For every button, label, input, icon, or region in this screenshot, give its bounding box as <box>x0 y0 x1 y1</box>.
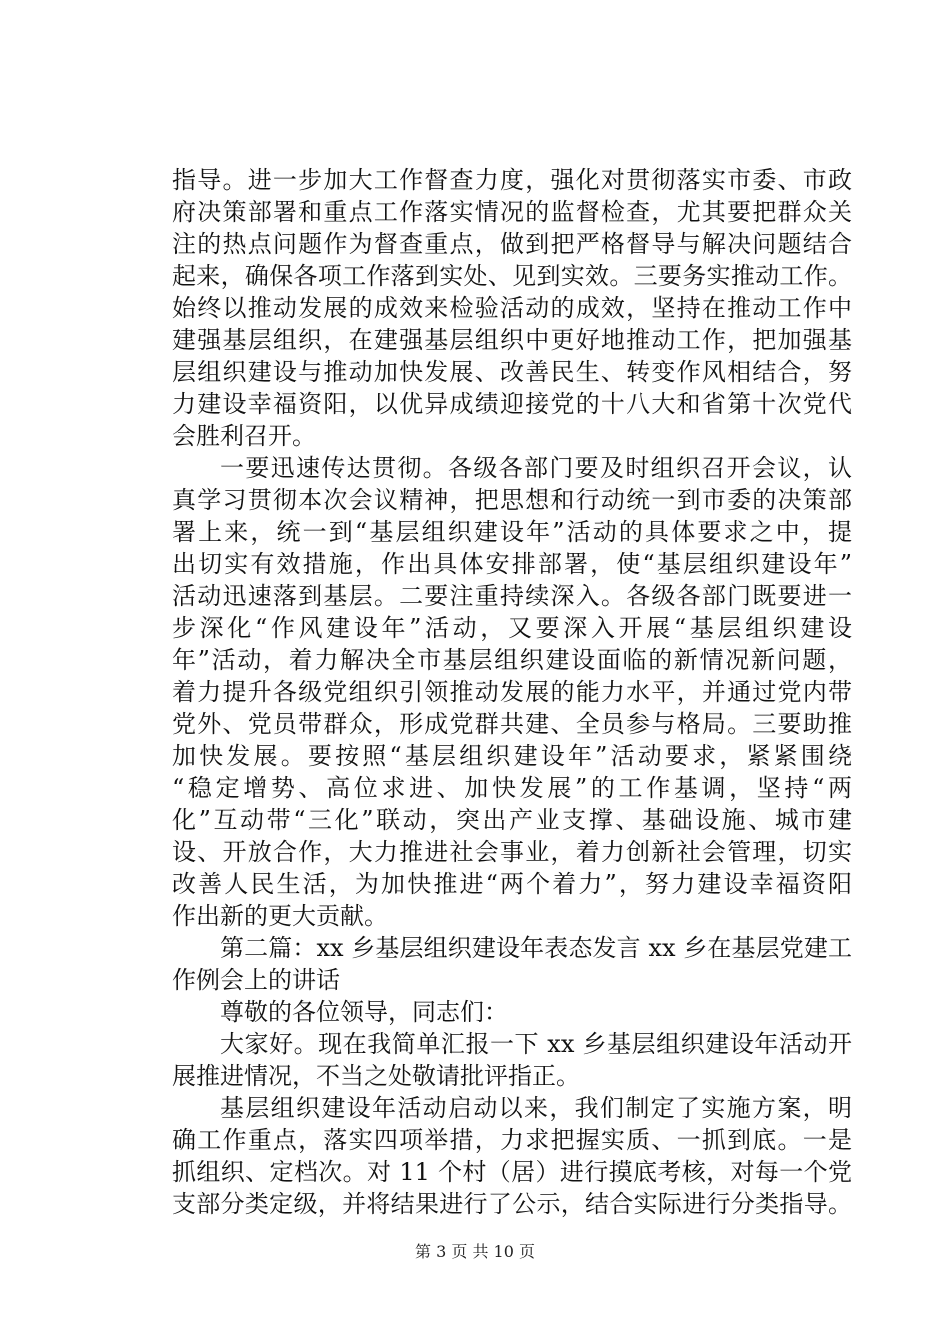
text-line: 确工作重点，落实四项举措，力求把握实质、一抓到底。一是 <box>172 1126 852 1154</box>
text-line: 年”活动，着力解决全市基层组织建设面临的新情况新问题， <box>172 646 852 674</box>
text-line: 出切实有效措施，作出具体安排部署，使“基层组织建设年” <box>172 550 852 578</box>
text-line: 设、开放合作，大力推进社会事业，着力创新社会管理，切实 <box>172 838 852 866</box>
paragraph-first-line: 基层组织建设年活动启动以来，我们制定了实施方案，明 <box>220 1094 852 1122</box>
paragraph-first-line: 一要迅速传达贯彻。各级各部门要及时组织召开会议，认 <box>220 454 852 482</box>
text-line: 党外、党员带群众，形成党群共建、全员参与格局。三要助推 <box>172 710 852 738</box>
text-line: 作出新的更大贡献。 <box>172 902 388 930</box>
text-line: 会胜利召开。 <box>172 422 316 450</box>
page-number-footer: 第 3 页 共 10 页 <box>415 1242 535 1261</box>
text-line: 始终以推动发展的成效来检验活动的成效，坚持在推动工作中 <box>172 294 852 322</box>
section-heading: 第二篇：xx 乡基层组织建设年表态发言 xx 乡在基层党建工 <box>220 934 852 962</box>
paragraph-first-line: 大家好。现在我简单汇报一下 xx 乡基层组织建设年活动开 <box>220 1030 852 1058</box>
text-line: 加快发展。要按照“基层组织建设年”活动要求，紧紧围绕 <box>172 742 852 770</box>
text-line: 展推进情况，不当之处敬请批评指正。 <box>172 1062 580 1090</box>
section-heading-continued: 作例会上的讲话 <box>172 966 340 994</box>
text-line: 注的热点问题作为督查重点，做到把严格督导与解决问题结合 <box>172 230 852 258</box>
text-line: 步深化“作风建设年”活动，又要深入开展“基层组织建设 <box>172 614 852 642</box>
text-line: 化”互动带“三化”联动，突出产业支撑、基础设施、城市建 <box>172 806 852 834</box>
text-line: 建强基层组织，在建强基层组织中更好地推动工作，把加强基 <box>172 326 852 354</box>
text-line: 活动迅速落到基层。二要注重持续深入。各级各部门既要进一 <box>172 582 852 610</box>
text-line: 层组织建设与推动加快发展、改善民生、转变作风相结合，努 <box>172 358 852 386</box>
text-line: 改善人民生活，为加快推进“两个着力”，努力建设幸福资阳 <box>172 870 852 898</box>
text-line: 力建设幸福资阳，以优异成绩迎接党的十八大和省第十次党代 <box>172 390 852 418</box>
text-line: 支部分类定级，并将结果进行了公示，结合实际进行分类指导。 <box>172 1190 852 1218</box>
text-line: 府决策部署和重点工作落实情况的监督检查，尤其要把群众关 <box>172 198 852 226</box>
salutation: 尊敬的各位领导，同志们： <box>220 998 508 1026</box>
text-line: 指导。进一步加大工作督查力度，强化对贯彻落实市委、市政 <box>172 166 852 194</box>
text-line: 抓组织、定档次。对 11 个村（居）进行摸底考核，对每一个党 <box>172 1158 852 1186</box>
text-line: 署上来，统一到“基层组织建设年”活动的具体要求之中，提 <box>172 518 852 546</box>
text-line: “稳定增势、高位求进、加快发展”的工作基调，坚持“两 <box>172 774 852 802</box>
text-line: 着力提升各级党组织引领推动发展的能力水平，并通过党内带 <box>172 678 852 706</box>
text-line: 真学习贯彻本次会议精神，把思想和行动统一到市委的决策部 <box>172 486 852 514</box>
text-line: 起来，确保各项工作落到实处、见到实效。三要务实推动工作。 <box>172 262 852 290</box>
